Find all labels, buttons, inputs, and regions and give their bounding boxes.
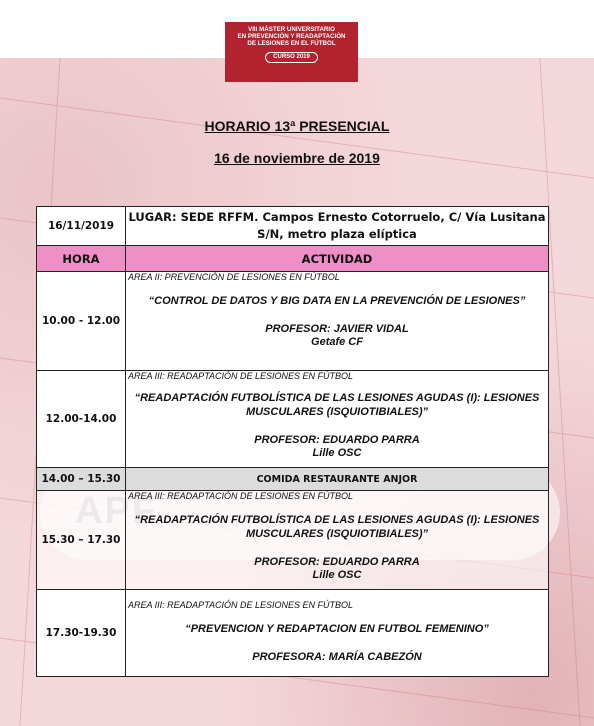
row-professor: PROFESOR: EDUARDO PARRA [254, 434, 420, 446]
lunch-row [37, 468, 549, 491]
schedule-row [37, 590, 549, 677]
schedule-row [37, 272, 549, 371]
row-area: AREA III: READAPTACIÓN DE LESIONES EN FÚTBOL [128, 491, 354, 501]
schedule-row [37, 491, 549, 590]
date-cell: 16/11/2019 [37, 207, 126, 246]
header-row [37, 246, 549, 272]
location-row [37, 207, 549, 246]
row-title: “PREVENCION Y REDAPTACION EN FUTBOL FEMENINO” [185, 623, 489, 635]
header-hora: HORA [37, 246, 126, 272]
row-club: Lille OSC [312, 569, 362, 581]
logo-line-1: VIII MÁSTER UNIVERSITARIO [248, 26, 335, 33]
schedule-table [36, 206, 549, 677]
row-hora: 10.00 - 12.00 [37, 272, 126, 371]
lunch-cell: COMIDA RESTAURANTE ANJOR [126, 468, 549, 491]
header-actividad: ACTIVIDAD [126, 246, 549, 272]
row-area: AREA III: READAPTACIÓN DE LESIONES EN FÚTBOL [128, 600, 354, 610]
location-cell: LUGAR: SEDE RFFM. Campos Ernesto Cotorruelo, C/ Vía Lusitana S/N, metro plaza elíptica [126, 207, 549, 246]
row-title: “CONTROL DE DATOS Y BIG DATA EN LA PREVENCIÓN DE LESIONES” [148, 295, 526, 307]
schedule-row [37, 371, 549, 468]
row-hora: 14.00 – 15.30 [37, 468, 126, 491]
row-title: “READAPTACIÓN FUTBOLÍSTICA DE LAS LESIONES AGUDAS (I): LESIONES MUSCULARES (ISQUIOTIBIALES)” [134, 392, 540, 418]
row-activity [126, 272, 549, 371]
row-activity [126, 491, 549, 590]
row-professor: PROFESORA: MARÍA CABEZÓN [252, 651, 422, 663]
row-hora: 12.00-14.00 [37, 371, 126, 468]
row-activity [126, 590, 549, 677]
row-professor: PROFESOR: JAVIER VIDAL [265, 323, 409, 335]
logo-curso-badge: CURSO 2019 [265, 52, 318, 63]
row-hora: 15.30 – 17.30 [37, 491, 126, 590]
page-date: 16 de noviembre de 2019 [214, 150, 380, 166]
row-activity [126, 371, 549, 468]
row-area: AREA II: PREVENCIÓN DE LESIONES EN FÚTBOL [128, 272, 340, 282]
row-club: Getafe CF [311, 336, 363, 348]
row-club: Lille OSC [312, 447, 362, 459]
row-professor: PROFESOR: EDUARDO PARRA [254, 556, 420, 568]
logo-line-3: DE LESIONES EN EL FÚTBOL [247, 40, 336, 48]
master-logo [225, 22, 358, 82]
row-title: “READAPTACIÓN FUTBOLÍSTICA DE LAS LESIONES AGUDAS (I): LESIONES MUSCULARES (ISQUIOTIBIALES)” [134, 514, 540, 540]
row-hora: 17.30-19.30 [37, 590, 126, 677]
row-area: AREA III: READAPTACIÓN DE LESIONES EN FÚTBOL [128, 371, 354, 381]
logo-line-2: EN PREVENCIÓN Y READAPTACIÓN [237, 33, 346, 41]
page-title: HORARIO 13ª PRESENCIAL [204, 118, 390, 134]
